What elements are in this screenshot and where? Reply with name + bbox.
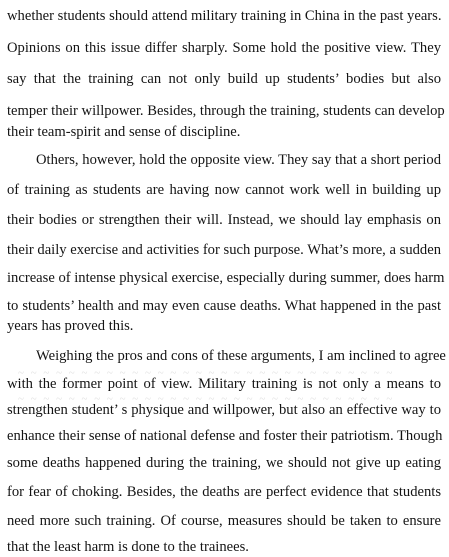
text-line: Opinions on this issue differ sharply. Some hold the positive view. They — [7, 40, 441, 56]
text-line: increase of intense physical exercise, especially during summer, does harm — [7, 270, 445, 286]
show-through-texture: ~ ~ ~ ~ ~ ~ ~ ~ ~ ~ ~ ~ ~ ~ ~ ~ ~ ~ ~ ~ ~ ~ ~ ~ ~ ~ ~ ~ ~ ~ — [18, 393, 395, 405]
text-line: some deaths happened during the training, we should not give up eating — [7, 455, 441, 471]
text-line: say that the training can not only build up students’ bodies but also — [7, 71, 441, 87]
show-through-texture: ~ ~ ~ ~ ~ ~ ~ ~ ~ ~ ~ ~ ~ ~ ~ ~ ~ ~ ~ ~ ~ ~ ~ ~ ~ ~ ~ ~ ~ ~ — [18, 367, 395, 379]
text-line: their bodies or strengthen their will. Instead, we should lay emphasis on — [7, 212, 441, 228]
text-line: to students’ health and may even cause deaths. What happened in the past — [7, 298, 441, 314]
text-line: their team-spirit and sense of discipline. — [7, 124, 241, 140]
text-line: that the least harm is done to the trainees. — [7, 539, 249, 555]
text-line: with the former point of view. Military training is not only a means to — [7, 376, 441, 392]
text-line: Weighing the pros and cons of these arguments, I am inclined to agree — [36, 348, 446, 364]
text-line: enhance their sense of national defense and foster their patriotism. Though — [7, 428, 443, 444]
text-line: need more such training. Of course, measures should be taken to ensure — [7, 513, 441, 529]
text-line: their daily exercise and activities for such purpose. What’s more, a sudden — [7, 242, 441, 258]
text-line: temper their willpower. Besides, through the training, students can develop — [7, 103, 445, 119]
text-line: strengthen student’ s physique and willpower, but also an effective way to — [7, 402, 441, 418]
text-line: whether students should attend military training in China in the past years. — [7, 8, 442, 24]
text-line: Others, however, hold the opposite view. They say that a short period — [36, 152, 441, 168]
text-line: of training as students are having now cannot work well in building up — [7, 182, 441, 198]
text-line: for fear of choking. Besides, the deaths are perfect evidence that students — [7, 484, 441, 500]
text-line: years has proved this. — [7, 318, 134, 334]
